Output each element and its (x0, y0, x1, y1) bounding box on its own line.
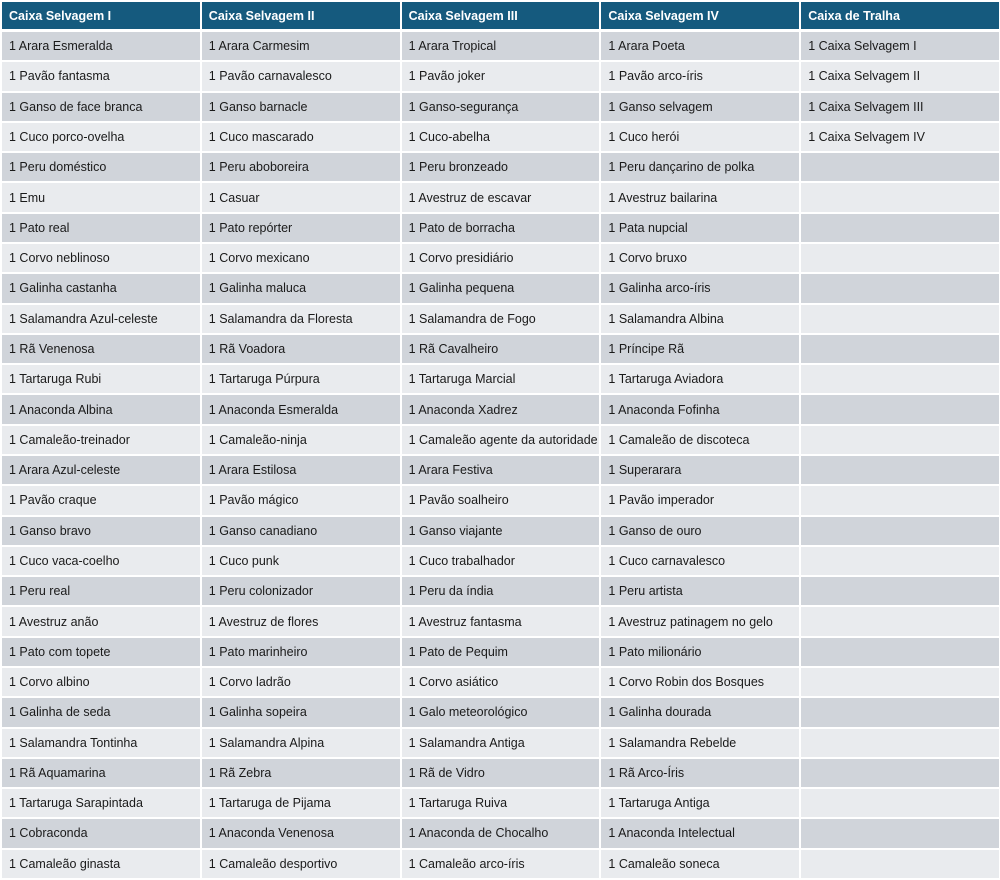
table-cell: 1 Ganso viajante (401, 516, 601, 546)
table-cell: 1 Pato repórter (201, 213, 401, 243)
table-cell: 1 Príncipe Rã (600, 334, 800, 364)
table-row (1, 61, 1000, 91)
table-row (1, 243, 1000, 273)
table-cell: 1 Camaleão de discoteca (600, 425, 800, 455)
table-cell: 1 Pato real (1, 213, 201, 243)
table-cell: 1 Pavão carnavalesco (201, 61, 401, 91)
table-cell: 1 Salamandra Azul-celeste (1, 304, 201, 334)
table-row (1, 485, 1000, 515)
table-cell: 1 Rã Arco-Íris (600, 758, 800, 788)
table-cell: 1 Salamandra de Fogo (401, 304, 601, 334)
table-cell: 1 Avestruz de escavar (401, 182, 601, 212)
table-cell (800, 213, 1000, 243)
table-cell: 1 Caixa Selvagem IV (800, 122, 1000, 152)
table-cell (800, 606, 1000, 636)
table-row (1, 364, 1000, 394)
table-cell: 1 Camaleão arco-íris (401, 849, 601, 879)
table-cell: 1 Anaconda Albina (1, 394, 201, 424)
table-cell: 1 Arara Festiva (401, 455, 601, 485)
table-cell (800, 394, 1000, 424)
table-cell: 1 Arara Poeta (600, 31, 800, 62)
table-cell: 1 Corvo albino (1, 667, 201, 697)
table-cell: 1 Tartaruga Aviadora (600, 364, 800, 394)
table-cell: 1 Tartaruga Ruiva (401, 788, 601, 818)
table-cell: 1 Superarara (600, 455, 800, 485)
table-cell: 1 Pato de Pequim (401, 637, 601, 667)
table-cell (800, 485, 1000, 515)
table-cell: 1 Caixa Selvagem I (800, 31, 1000, 62)
table-body (1, 31, 1000, 880)
table-row (1, 304, 1000, 334)
table-cell: 1 Pavão soalheiro (401, 485, 601, 515)
table-row (1, 788, 1000, 818)
table-cell: 1 Cuco punk (201, 546, 401, 576)
table-cell (800, 334, 1000, 364)
table-cell: 1 Pato milionário (600, 637, 800, 667)
table-cell: 1 Galinha sopeira (201, 697, 401, 727)
table-cell: 1 Pavão arco-íris (600, 61, 800, 91)
table-cell: 1 Corvo mexicano (201, 243, 401, 273)
table-cell: 1 Galinha castanha (1, 273, 201, 303)
table-cell: 1 Tartaruga Rubi (1, 364, 201, 394)
table-cell: 1 Ganso bravo (1, 516, 201, 546)
table-cell: 1 Pavão imperador (600, 485, 800, 515)
header-row (1, 1, 1000, 31)
table-cell: 1 Anaconda Venenosa (201, 818, 401, 848)
column-header: Caixa Selvagem II (201, 1, 401, 31)
table-cell: 1 Pata nupcial (600, 213, 800, 243)
table-row (1, 273, 1000, 303)
table-cell: 1 Caixa Selvagem III (800, 92, 1000, 122)
table-cell: 1 Galinha maluca (201, 273, 401, 303)
table-row (1, 182, 1000, 212)
table-cell: 1 Avestruz patinagem no gelo (600, 606, 800, 636)
table-cell: 1 Pavão joker (401, 61, 601, 91)
table-cell (800, 667, 1000, 697)
table-cell: 1 Cuco vaca-coelho (1, 546, 201, 576)
table-row (1, 667, 1000, 697)
table-cell: 1 Galinha de seda (1, 697, 201, 727)
table-cell (800, 304, 1000, 334)
table-cell: 1 Tartaruga Marcial (401, 364, 601, 394)
table-cell (800, 849, 1000, 879)
table-cell: 1 Camaleão soneca (600, 849, 800, 879)
table-cell: 1 Ganso canadiano (201, 516, 401, 546)
table-cell: 1 Salamandra Alpina (201, 728, 401, 758)
table-cell: 1 Camaleão ginasta (1, 849, 201, 879)
table-cell (800, 516, 1000, 546)
table-cell (800, 152, 1000, 182)
column-header: Caixa Selvagem IV (600, 1, 800, 31)
table-cell: 1 Cuco mascarado (201, 122, 401, 152)
table-cell: 1 Galinha dourada (600, 697, 800, 727)
table-cell: 1 Avestruz bailarina (600, 182, 800, 212)
table-row (1, 516, 1000, 546)
table-cell: 1 Rã Venenosa (1, 334, 201, 364)
table-cell: 1 Galinha pequena (401, 273, 601, 303)
table-cell: 1 Galinha arco-íris (600, 273, 800, 303)
table-cell: 1 Pavão craque (1, 485, 201, 515)
table-cell (800, 182, 1000, 212)
table-cell: 1 Corvo bruxo (600, 243, 800, 273)
table-cell: 1 Corvo neblinoso (1, 243, 201, 273)
table-cell (800, 364, 1000, 394)
table-cell: 1 Rã Zebra (201, 758, 401, 788)
table-cell: 1 Avestruz de flores (201, 606, 401, 636)
table-cell: 1 Pato com topete (1, 637, 201, 667)
table-cell: 1 Anaconda Intelectual (600, 818, 800, 848)
table-row (1, 334, 1000, 364)
table-cell: 1 Arara Azul-celeste (1, 455, 201, 485)
table-row (1, 728, 1000, 758)
table-cell: 1 Ganso de face branca (1, 92, 201, 122)
table-cell: 1 Anaconda Fofinha (600, 394, 800, 424)
table-cell: 1 Camaleão-ninja (201, 425, 401, 455)
table-cell: 1 Pavão fantasma (1, 61, 201, 91)
table-row (1, 818, 1000, 848)
table-row (1, 637, 1000, 667)
table-cell: 1 Anaconda Xadrez (401, 394, 601, 424)
table-cell (800, 576, 1000, 606)
table-cell: 1 Cobraconda (1, 818, 201, 848)
table-cell: 1 Camaleão-treinador (1, 425, 201, 455)
table-cell: 1 Rã Aquamarina (1, 758, 201, 788)
table-row (1, 455, 1000, 485)
table-cell: 1 Ganso barnacle (201, 92, 401, 122)
table-row (1, 576, 1000, 606)
table-cell: 1 Tartaruga Sarapintada (1, 788, 201, 818)
table-cell (800, 243, 1000, 273)
table-cell: 1 Ganso selvagem (600, 92, 800, 122)
table-cell: 1 Ganso-segurança (401, 92, 601, 122)
table-row (1, 213, 1000, 243)
table-cell: 1 Peru real (1, 576, 201, 606)
table-cell (800, 637, 1000, 667)
table-cell: 1 Salamandra Albina (600, 304, 800, 334)
table-cell: 1 Tartaruga Púrpura (201, 364, 401, 394)
table-cell (800, 788, 1000, 818)
table-cell: 1 Rã Cavalheiro (401, 334, 601, 364)
table-cell: 1 Pato de borracha (401, 213, 601, 243)
table-cell (800, 697, 1000, 727)
table-cell: 1 Peru doméstico (1, 152, 201, 182)
column-header: Caixa Selvagem III (401, 1, 601, 31)
table-cell: 1 Anaconda Esmeralda (201, 394, 401, 424)
table-cell: 1 Corvo asiático (401, 667, 601, 697)
table-cell: 1 Salamandra Tontinha (1, 728, 201, 758)
table-cell: 1 Arara Tropical (401, 31, 601, 62)
table-cell: 1 Peru da índia (401, 576, 601, 606)
table-cell: 1 Cuco carnavalesco (600, 546, 800, 576)
table-cell: 1 Cuco trabalhador (401, 546, 601, 576)
table-cell: 1 Peru aboboreira (201, 152, 401, 182)
table-cell (800, 273, 1000, 303)
table-row (1, 546, 1000, 576)
table-row (1, 92, 1000, 122)
table-cell (800, 425, 1000, 455)
table-cell: 1 Corvo presidiário (401, 243, 601, 273)
table-cell: 1 Rã de Vidro (401, 758, 601, 788)
table-cell: 1 Peru bronzeado (401, 152, 601, 182)
table-row (1, 152, 1000, 182)
table-cell: 1 Peru colonizador (201, 576, 401, 606)
table-cell: 1 Galo meteorológico (401, 697, 601, 727)
table-cell: 1 Camaleão desportivo (201, 849, 401, 879)
table-cell: 1 Arara Carmesim (201, 31, 401, 62)
table-row (1, 606, 1000, 636)
table-cell: 1 Tartaruga de Pijama (201, 788, 401, 818)
table-cell: 1 Caixa Selvagem II (800, 61, 1000, 91)
table-cell (800, 758, 1000, 788)
table-row (1, 394, 1000, 424)
table-cell: 1 Pavão mágico (201, 485, 401, 515)
table-cell: 1 Rã Voadora (201, 334, 401, 364)
table-cell (800, 818, 1000, 848)
table-cell: 1 Camaleão agente da autoridade (401, 425, 601, 455)
table-cell: 1 Ganso de ouro (600, 516, 800, 546)
column-header: Caixa de Tralha (800, 1, 1000, 31)
table-cell: 1 Salamandra da Floresta (201, 304, 401, 334)
table-cell: 1 Anaconda de Chocalho (401, 818, 601, 848)
table-cell: 1 Emu (1, 182, 201, 212)
table-cell: 1 Cuco-abelha (401, 122, 601, 152)
column-header: Caixa Selvagem I (1, 1, 201, 31)
table-cell: 1 Arara Estilosa (201, 455, 401, 485)
table-row (1, 31, 1000, 62)
table-cell: 1 Peru dançarino de polka (600, 152, 800, 182)
table-cell: 1 Tartaruga Antiga (600, 788, 800, 818)
table-row (1, 849, 1000, 879)
table-cell: 1 Corvo ladrão (201, 667, 401, 697)
table-cell: 1 Salamandra Rebelde (600, 728, 800, 758)
table-row (1, 425, 1000, 455)
table-cell: 1 Corvo Robin dos Bosques (600, 667, 800, 697)
table-cell: 1 Avestruz fantasma (401, 606, 601, 636)
table-header (1, 1, 1000, 31)
table-cell (800, 728, 1000, 758)
table-cell: 1 Cuco porco-ovelha (1, 122, 201, 152)
table-cell (800, 546, 1000, 576)
table-cell (800, 455, 1000, 485)
table-row (1, 122, 1000, 152)
table-cell: 1 Arara Esmeralda (1, 31, 201, 62)
table-cell: 1 Cuco herói (600, 122, 800, 152)
table-cell: 1 Peru artista (600, 576, 800, 606)
table-cell: 1 Pato marinheiro (201, 637, 401, 667)
table-row (1, 697, 1000, 727)
table-cell: 1 Salamandra Antiga (401, 728, 601, 758)
table-cell: 1 Avestruz anão (1, 606, 201, 636)
table-row (1, 758, 1000, 788)
table-cell: 1 Casuar (201, 182, 401, 212)
